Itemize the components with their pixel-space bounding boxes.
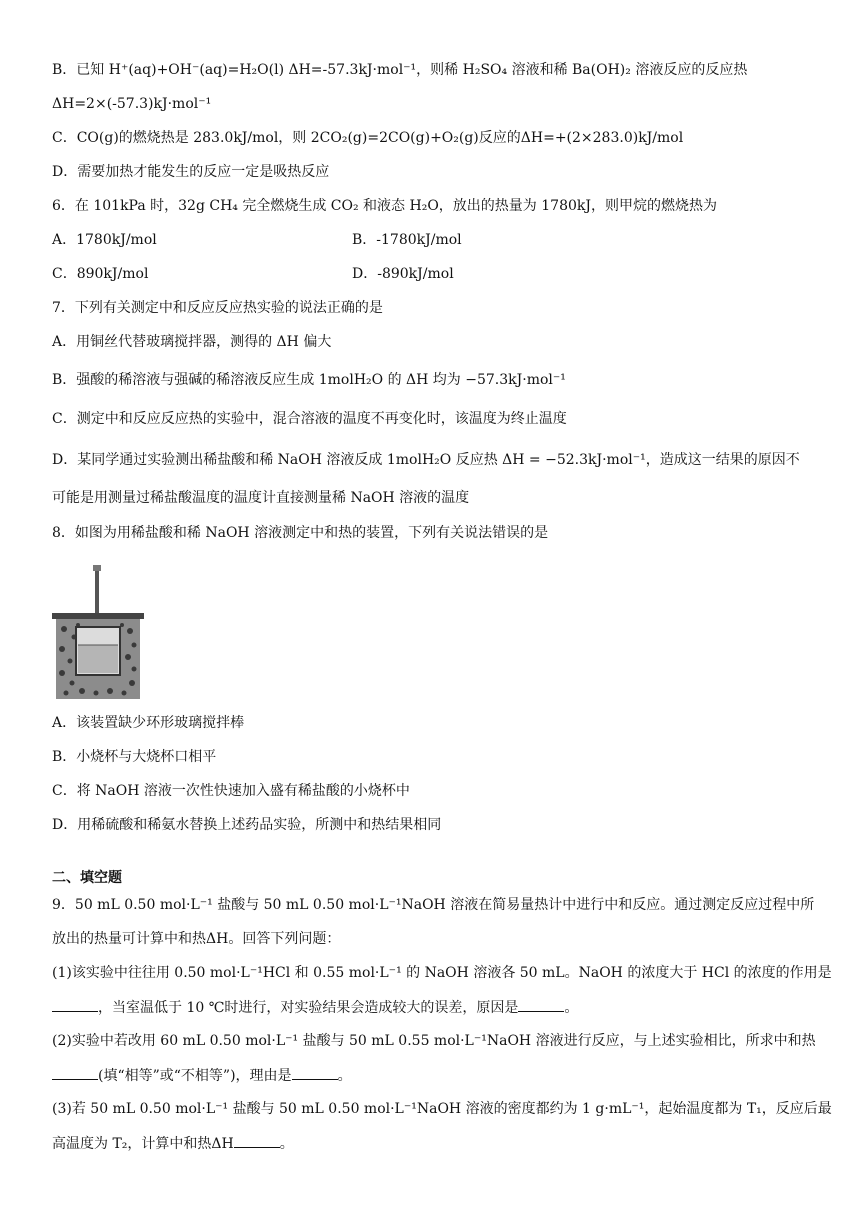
- q9-part2-line2: [52, 1065, 820, 1086]
- q9-part3-end: 。: [279, 1136, 294, 1152]
- question-8: 8．如图为用稀盐酸和稀 NaOH 溶液测定中和热的装置，下列有关说法错误的是: [52, 525, 549, 541]
- question-d: D．需要加热才能发生的反应一定是吸热反应: [52, 164, 330, 180]
- q6-option-d: D．-890kJ/mol: [352, 266, 454, 282]
- answer-blank[interactable]: [52, 997, 98, 1012]
- q9-part3-line1: (3)若 50 mL 0.50 mol·L⁻¹ 盐酸与 50 mL 0.50 mol·L⁻¹NaOH 溶液的密度都约为 1 g·mL⁻¹，起始温度都为 T₁，反应后最: [52, 1101, 832, 1117]
- q6-option-b: B．-1780kJ/mol: [352, 232, 462, 248]
- q8-option-a: A．该装置缺少环形玻璃搅拌棒: [52, 715, 245, 731]
- q9-part1-line1: (1)该实验中往往用 0.50 mol·L⁻¹HCl 和 0.55 mol·L⁻¹ 的 NaOH 溶液各 50 mL。NaOH 的浓度大于 HCl 的浓度的作用是: [52, 965, 832, 981]
- question-9-line2: 放出的热量可计算中和热ΔH。回答下列问题：: [52, 931, 341, 947]
- section-title: 二、填空题: [52, 870, 122, 886]
- q6-option-a: A．1780kJ/mol: [52, 232, 157, 248]
- q7-option-c: C．测定中和反应反应热的实验中，混合溶液的温度不再变化时，该温度为终止温度: [52, 411, 567, 427]
- question-c: C．CO(g)的燃烧热是 283.0kJ/mol，则 2CO₂(g)=2CO(g)+O₂(g)反应的ΔH=+(2×283.0)kJ/mol: [52, 130, 684, 146]
- answer-blank[interactable]: [518, 997, 564, 1012]
- q9-part3-text: 高温度为 T₂，计算中和热ΔH: [52, 1136, 234, 1152]
- q9-part3-line2: [52, 1133, 820, 1154]
- q7-option-b: B．强酸的稀溶液与强碱的稀溶液反应生成 1molH₂O 的 ΔH 均为 −57.3kJ·mol⁻¹: [52, 372, 566, 388]
- question-6: 6．在 101kPa 时，32g CH₄ 完全燃烧生成 CO₂ 和液态 H₂O，放出的热量为 1780kJ，则甲烷的燃烧热为: [52, 198, 717, 214]
- q7-option-a: A．用铜丝代替玻璃搅拌器，测得的 ΔH 偏大: [52, 334, 332, 350]
- answer-blank[interactable]: [234, 1133, 280, 1148]
- question-7: 7．下列有关测定中和反应反应热实验的说法正确的是: [52, 300, 383, 316]
- q7-option-d-line1: D．某同学通过实验测出稀盐酸和稀 NaOH 溶液反成 1molH₂O 反应热 ΔH = −52.3kJ·mol⁻¹，造成这一结果的原因不: [52, 452, 800, 468]
- question-b-line2: ΔH=2×(-57.3)kJ·mol⁻¹: [52, 96, 212, 112]
- q7-option-d-line2: 可能是用测量过稀盐酸温度的温度计直接测量稀 NaOH 溶液的温度: [52, 490, 470, 506]
- q8-option-b: B．小烧杯与大烧杯口相平: [52, 749, 217, 765]
- q9-part2-end: 。: [337, 1068, 352, 1084]
- q8-option-c: C．将 NaOH 溶液一次性快速加入盛有稀盐酸的小烧杯中: [52, 783, 410, 799]
- answer-blank[interactable]: [292, 1065, 338, 1080]
- q8-option-d: D．用稀硫酸和稀氨水替换上述药品实验，所测中和热结果相同: [52, 817, 442, 833]
- q9-part2-text: (填“相等”或“不相等”)，理由是: [98, 1068, 292, 1084]
- q9-part2-line1: (2)实验中若改用 60 mL 0.50 mol·L⁻¹ 盐酸与 50 mL 0.55 mol·L⁻¹NaOH 溶液进行反应，与上述实验相比，所求中和热: [52, 1033, 816, 1049]
- calorimeter-figure: [52, 565, 144, 701]
- question-b-line1: B．已知 H⁺(aq)+OH⁻(aq)=H₂O(l) ΔH=-57.3kJ·mol⁻¹，则稀 H₂SO₄ 溶液和稀 Ba(OH)₂ 溶液反应的反应热: [52, 62, 748, 78]
- q9-part1-text: ，当室温低于 10 ℃时进行，对实验结果会造成较大的误差，原因是: [98, 1000, 519, 1016]
- q9-part1-line2: [52, 997, 820, 1018]
- q6-option-c: C．890kJ/mol: [52, 266, 149, 282]
- answer-blank[interactable]: [52, 1065, 98, 1080]
- question-9-line1: 9．50 mL 0.50 mol·L⁻¹ 盐酸与 50 mL 0.50 mol·L⁻¹NaOH 溶液在简易量热计中进行中和反应。通过测定反应过程中所: [52, 897, 815, 913]
- q9-part1-end: 。: [564, 1000, 579, 1016]
